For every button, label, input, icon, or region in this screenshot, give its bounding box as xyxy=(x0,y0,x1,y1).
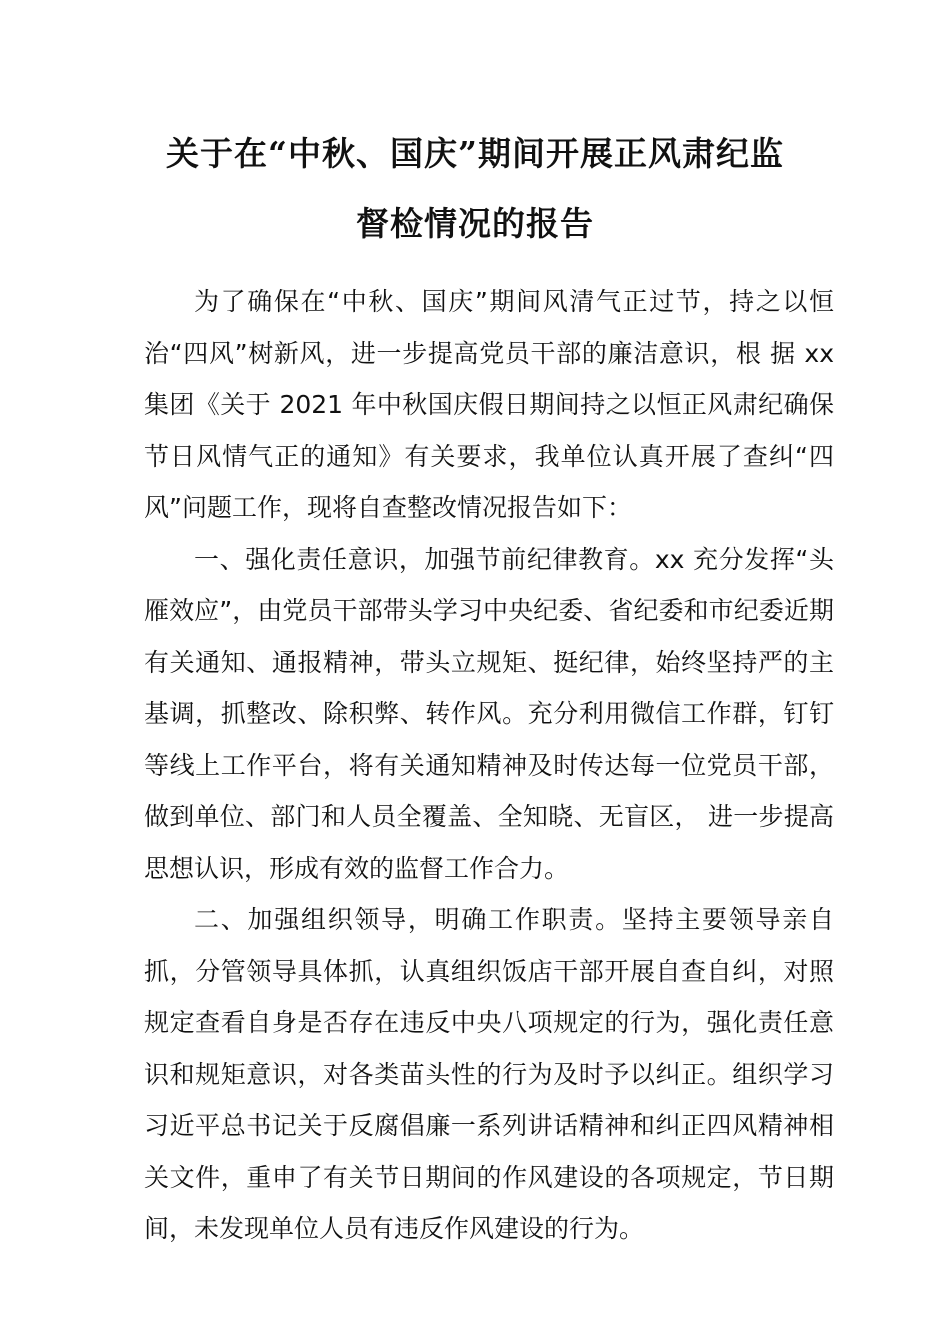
paragraph-section-1 xyxy=(144,534,834,895)
paragraph-section-2 xyxy=(144,894,834,1255)
section-2-text: 坚持主要领导亲自抓，分管领导具体抓，认真组织饭店干部开展自查自纠，对照规定查看自身是否存在违反中央八项规定的行为，强化责任意识和规矩意识，对各类苗头性的行为及时予以纠正。组织学习习近平总书记关于反腐倡廉一系列讲话精神和纠正四风精神相关文件，重申了有关节日期间的作风建设的各项规定，节日期间，未发现单位人员有违反作风建设的行为。 xyxy=(144,905,834,1243)
section-1-text: xx 充分发挥“头雁效应”，由党员干部带头学习中央纪委、省纪委和市纪委近期有关通知、通报精神，带头立规矩、挺纪律，始终坚持严的主基调，抓整改、除积弊、转作风。充分利用微信工作群，钉钉等线上工作平台，将有关通知精神及时传达每一位党员干部，做到单位、部门和人员全覆盖、全知晓、无盲区， 进一步提高思想认识，形成有效的监督工作合力。 xyxy=(144,544,834,883)
paragraph-intro-text: 为了确保在“中秋、国庆”期间风清气正过节，持之以恒治“四风”树新风，进一步提高党员干部的廉洁意识，根 据 xx 集团《关于 2021 年中秋国庆假日期间持之以恒正风肃纪确保节日风情气正的通知》有关要求，我单位认真开展了查纠“四风”问题工作，现将自查整改情况报告如下： xyxy=(144,287,834,522)
document-title-line-2: 督检情况的报告 xyxy=(356,204,594,243)
document-body xyxy=(144,276,834,1255)
section-2-heading: 二、加强组织领导，明确工作职责。 xyxy=(194,905,622,934)
document-title-line-1: 关于在“中秋、国庆”期间开展正风肃纪监 xyxy=(166,134,784,173)
section-1-heading: 一、强化责任意识，加强节前纪律教育。 xyxy=(194,544,655,574)
paragraph-intro xyxy=(144,276,834,534)
